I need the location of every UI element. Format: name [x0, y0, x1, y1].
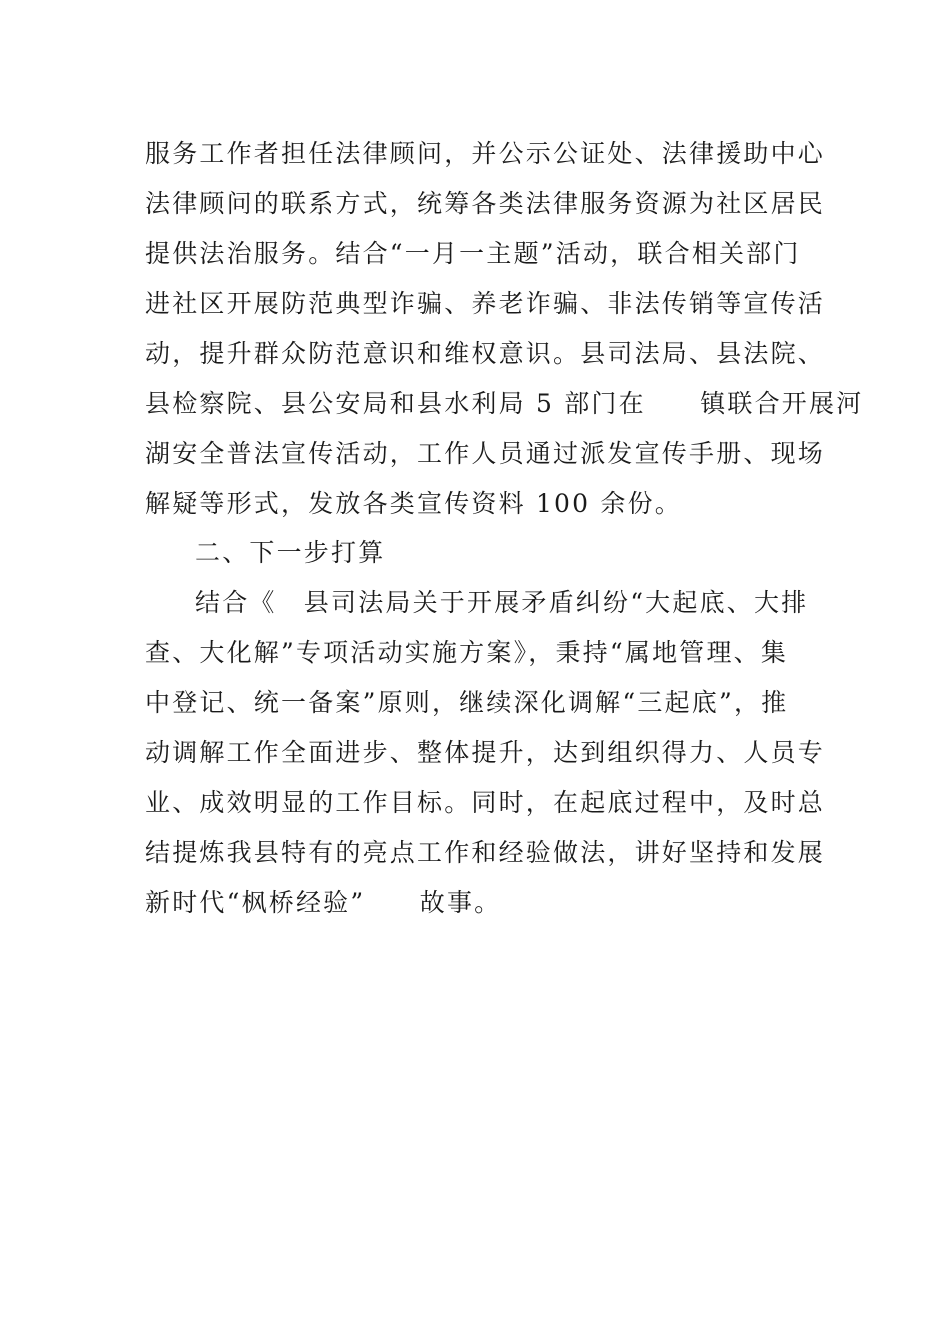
body-text-line: 新时代“枫桥经验” 故事。 — [145, 888, 502, 917]
body-text-line: 县检察院、县公安局和县水利局 5 部门在 镇联合开展河 — [145, 389, 864, 418]
body-text-line: 法律顾问的联系方式，统筹各类法律服务资源为社区居民 — [145, 189, 826, 218]
body-text-line: 进社区开展防范典型诈骗、养老诈骗、非法传销等宣传活 — [145, 289, 826, 318]
body-text-line: 服务工作者担任法律顾问，并公示公证处、法律援助中心 — [145, 139, 826, 168]
body-text-line: 中登记、统一备案”原则，继续深化调解“三起底”，推 — [145, 688, 789, 717]
body-text-line: 查、大化解”专项活动实施方案》，秉持“属地管理、集 — [145, 638, 789, 667]
body-text-line: 提供法治服务。结合“一月一主题”活动，联合相关部门 — [145, 239, 801, 268]
body-text-line: 动，提升群众防范意识和维权意识。县司法局、县法院、 — [145, 339, 826, 368]
paragraph-first-line: 结合《 县司法局关于开展矛盾纠纷“大起底、大排 — [195, 588, 809, 617]
body-text-line: 动调解工作全面进步、整体提升，达到组织得力、人员专 — [145, 738, 826, 767]
section-heading: 二、下一步打算 — [195, 538, 386, 567]
body-text-line: 湖安全普法宣传活动，工作人员通过派发宣传手册、现场 — [145, 439, 826, 468]
body-text-line: 解疑等形式，发放各类宣传资料 100 余份。 — [145, 489, 683, 518]
body-text-line: 业、成效明显的工作目标。同时，在起底过程中，及时总 — [145, 788, 826, 817]
body-text-line: 结提炼我县特有的亮点工作和经验做法，讲好坚持和发展 — [145, 838, 826, 867]
